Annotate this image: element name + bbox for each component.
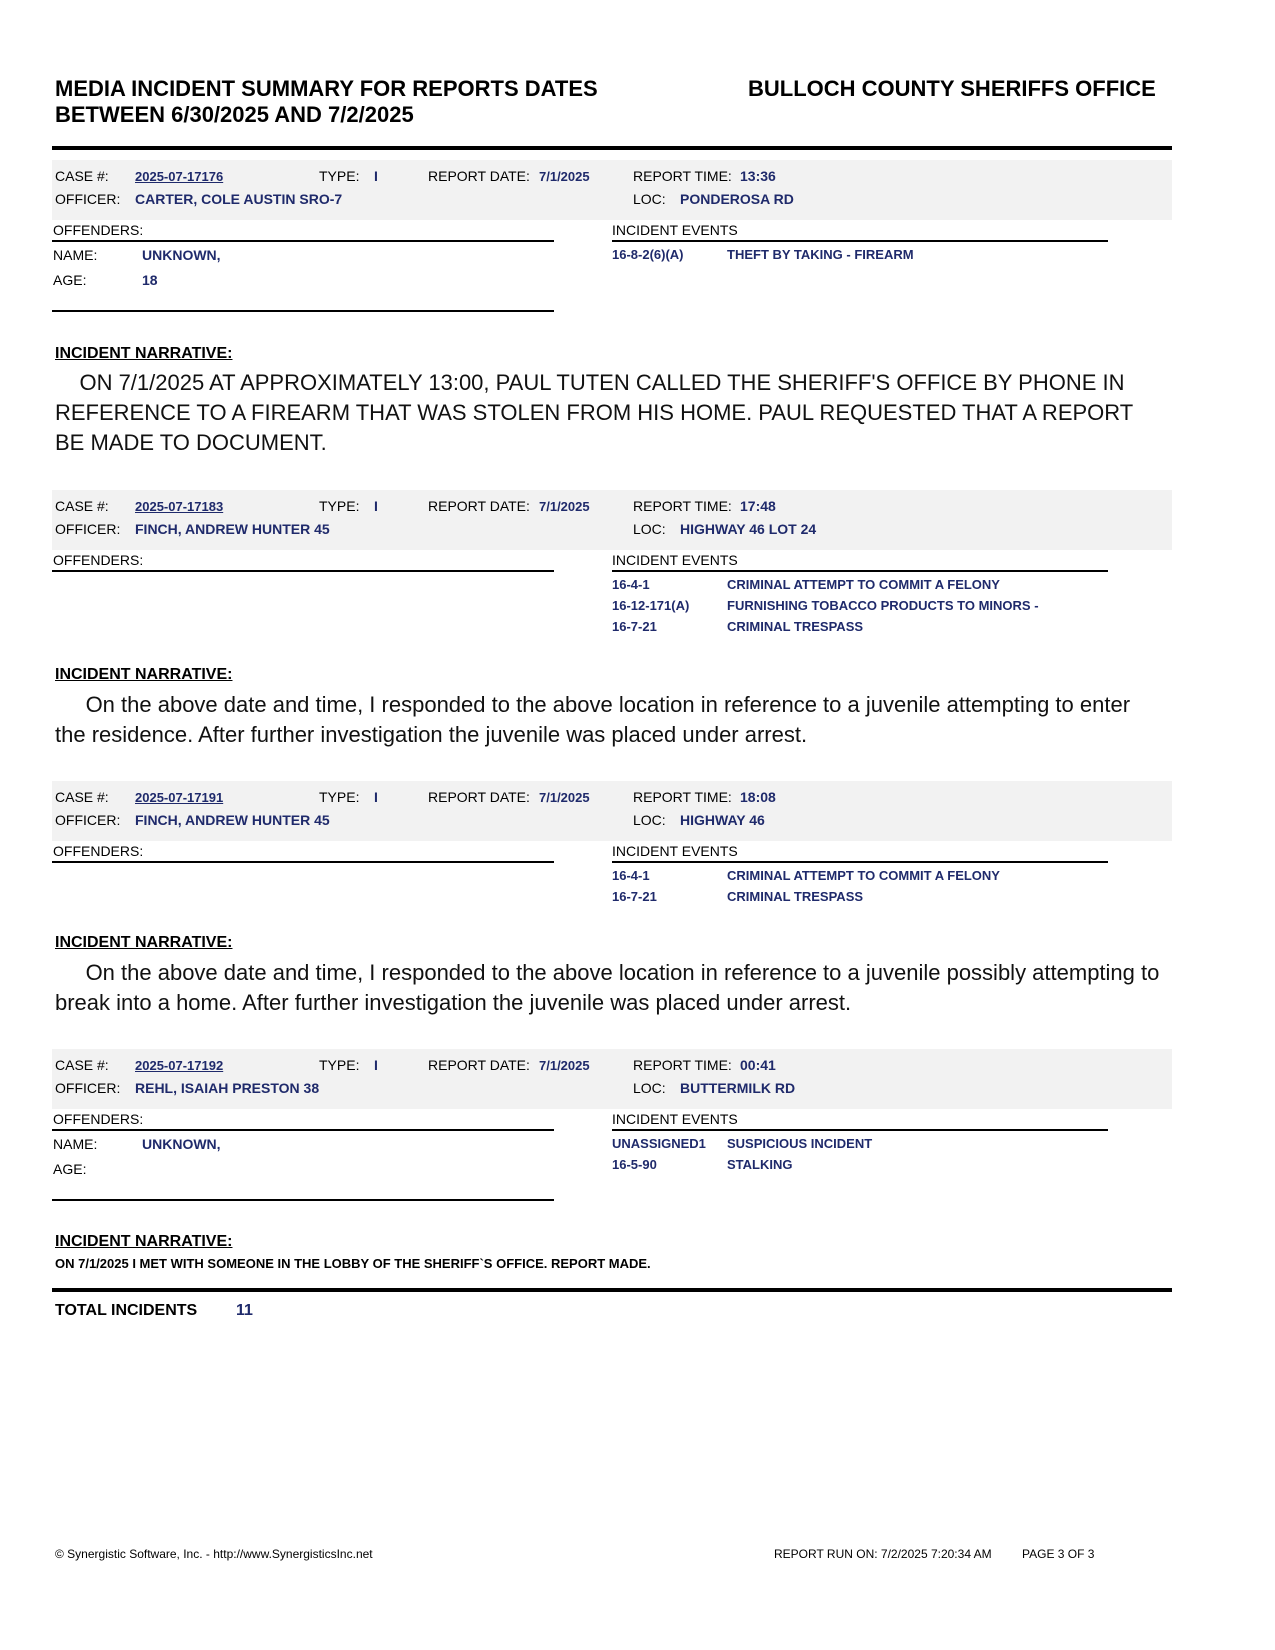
event-code: 16-4-1 bbox=[612, 577, 650, 592]
incident-events-label: INCIDENT EVENTS bbox=[612, 1111, 738, 1127]
case-label: CASE #: bbox=[55, 498, 109, 514]
offenders-underline bbox=[52, 240, 554, 242]
incident-meta bbox=[52, 781, 1172, 841]
type-value: I bbox=[374, 498, 378, 514]
officer-value: CARTER, COLE AUSTIN SRO-7 bbox=[135, 191, 343, 207]
narrative-text: On the above date and time, I responded to the above location in reference to a juvenile possibly attempting to break into a home. After further investigation the juvenile was placed under arrest. bbox=[55, 960, 1166, 1015]
incident-block bbox=[52, 160, 1172, 288]
event-code: 16-8-2(6)(A) bbox=[612, 247, 684, 262]
event-description: CRIMINAL TRESPASS bbox=[727, 619, 864, 634]
loc-label: LOC: bbox=[633, 521, 666, 537]
case-label: CASE #: bbox=[55, 1057, 109, 1073]
type-label: TYPE: bbox=[319, 1057, 360, 1073]
narrative-heading: INCIDENT NARRATIVE: bbox=[55, 345, 233, 362]
total-incidents-value: 11 bbox=[236, 1302, 253, 1319]
incident-meta bbox=[52, 490, 1172, 550]
narrative-text: On the above date and time, I responded to the above location in reference to a juvenile attempting to enter the residence. After further investigation the juvenile was placed under arrest. bbox=[55, 692, 1137, 747]
loc-value: PONDEROSA RD bbox=[680, 191, 794, 207]
report-time-label: REPORT TIME: bbox=[633, 498, 732, 514]
report-date-label: REPORT DATE: bbox=[428, 1057, 530, 1073]
totals-divider bbox=[52, 1288, 1172, 1292]
report-time-value: 13:36 bbox=[740, 168, 776, 184]
loc-label: LOC: bbox=[633, 1080, 666, 1096]
event-code: 16-7-21 bbox=[612, 619, 657, 634]
total-incidents-label: TOTAL INCIDENTS bbox=[55, 1302, 198, 1319]
report-date-label: REPORT DATE: bbox=[428, 498, 530, 514]
event-description: THEFT BY TAKING - FIREARM bbox=[727, 247, 914, 262]
events-underline bbox=[612, 1129, 1108, 1131]
type-value: I bbox=[374, 168, 378, 184]
report-time-label: REPORT TIME: bbox=[633, 1057, 732, 1073]
offenders-bottom-line bbox=[52, 1199, 554, 1201]
events-underline bbox=[612, 240, 1108, 242]
type-value: I bbox=[374, 1057, 378, 1073]
footer-copyright: © Synergistic Software, Inc. - http://www.SynergisticsInc.net bbox=[55, 1547, 373, 1561]
report-time-value: 00:41 bbox=[740, 1057, 776, 1073]
offenders-label: OFFENDERS: bbox=[53, 222, 144, 238]
offenders-bottom-line bbox=[52, 310, 554, 312]
header-divider bbox=[52, 146, 1172, 150]
incident-events-label: INCIDENT EVENTS bbox=[612, 222, 738, 238]
loc-value: BUTTERMILK RD bbox=[680, 1080, 796, 1096]
type-label: TYPE: bbox=[319, 789, 360, 805]
incident-meta bbox=[52, 160, 1172, 220]
incident-events-label: INCIDENT EVENTS bbox=[612, 552, 738, 568]
officer-value: FINCH, ANDREW HUNTER 45 bbox=[135, 812, 330, 828]
report-date-label: REPORT DATE: bbox=[428, 168, 530, 184]
case-label: CASE #: bbox=[55, 789, 109, 805]
event-description: CRIMINAL ATTEMPT TO COMMIT A FELONY bbox=[727, 577, 1000, 592]
report-date-label: REPORT DATE: bbox=[428, 789, 530, 805]
officer-label: OFFICER: bbox=[55, 191, 121, 207]
age-label: AGE: bbox=[53, 1161, 87, 1177]
agency-name: BULLOCH COUNTY SHERIFFS OFFICE bbox=[748, 76, 1156, 101]
offenders-label: OFFENDERS: bbox=[53, 552, 144, 568]
offenders-label: OFFENDERS: bbox=[53, 843, 144, 859]
case-number-link[interactable]: 2025-07-17176 bbox=[135, 169, 224, 184]
name-label: NAME: bbox=[53, 1136, 98, 1152]
narrative-text: ON 7/1/2025 AT APPROXIMATELY 13:00, PAUL TUTEN CALLED THE SHERIFF'S OFFICE BY PHONE IN REFERENCE TO A FIREARM THAT WAS STOLEN FROM HIS HOME. PAUL REQUESTED THAT A REPORT BE MADE TO DOCUMENT. bbox=[55, 370, 1139, 455]
footer-run-on: REPORT RUN ON: 7/2/2025 7:20:34 AM bbox=[774, 1547, 992, 1561]
event-code: 16-4-1 bbox=[612, 868, 650, 883]
type-label: TYPE: bbox=[319, 498, 360, 514]
event-description: SUSPICIOUS INCIDENT bbox=[727, 1136, 873, 1151]
report-time-value: 18:08 bbox=[740, 789, 776, 805]
report-date-value: 7/1/2025 bbox=[539, 169, 590, 184]
officer-label: OFFICER: bbox=[55, 812, 121, 828]
offenders-underline bbox=[52, 861, 554, 863]
narrative-heading: INCIDENT NARRATIVE: bbox=[55, 666, 233, 683]
incident-block bbox=[52, 1049, 1172, 1177]
officer-label: OFFICER: bbox=[55, 521, 121, 537]
event-description: CRIMINAL TRESPASS bbox=[727, 889, 864, 904]
incident-meta bbox=[52, 1049, 1172, 1109]
loc-label: LOC: bbox=[633, 812, 666, 828]
incident-block bbox=[52, 490, 1172, 634]
event-description: STALKING bbox=[727, 1157, 793, 1172]
report-date-value: 7/1/2025 bbox=[539, 790, 590, 805]
events-underline bbox=[612, 570, 1108, 572]
loc-value: HIGHWAY 46 bbox=[680, 812, 765, 828]
type-value: I bbox=[374, 789, 378, 805]
events-underline bbox=[612, 861, 1108, 863]
report-date-value: 7/1/2025 bbox=[539, 1058, 590, 1073]
officer-value: REHL, ISAIAH PRESTON 38 bbox=[135, 1080, 320, 1096]
event-description: CRIMINAL ATTEMPT TO COMMIT A FELONY bbox=[727, 868, 1000, 883]
event-description: FURNISHING TOBACCO PRODUCTS TO MINORS - bbox=[727, 598, 1039, 613]
event-code: 16-7-21 bbox=[612, 889, 657, 904]
narrative-heading: INCIDENT NARRATIVE: bbox=[55, 1233, 233, 1250]
offender-name: UNKNOWN, bbox=[142, 1136, 221, 1152]
offender-name: UNKNOWN, bbox=[142, 247, 221, 263]
type-label: TYPE: bbox=[319, 168, 360, 184]
officer-label: OFFICER: bbox=[55, 1080, 121, 1096]
narrative-heading: INCIDENT NARRATIVE: bbox=[55, 934, 233, 951]
event-code: UNASSIGNED1 bbox=[612, 1136, 706, 1151]
report-time-value: 17:48 bbox=[740, 498, 776, 514]
name-label: NAME: bbox=[53, 247, 98, 263]
offenders-underline bbox=[52, 1129, 554, 1131]
incident-block bbox=[52, 781, 1172, 904]
loc-value: HIGHWAY 46 LOT 24 bbox=[680, 521, 817, 537]
age-label: AGE: bbox=[53, 272, 87, 288]
loc-label: LOC: bbox=[633, 191, 666, 207]
incident-events-label: INCIDENT EVENTS bbox=[612, 843, 738, 859]
case-number-link[interactable]: 2025-07-17191 bbox=[135, 790, 224, 805]
report-title: MEDIA INCIDENT SUMMARY FOR REPORTS DATES BETWEEN 6/30/2025 AND 7/2/2025 bbox=[55, 76, 598, 127]
report-time-label: REPORT TIME: bbox=[633, 789, 732, 805]
footer-page-number: PAGE 3 OF 3 bbox=[1022, 1547, 1095, 1561]
case-number-link[interactable]: 2025-07-17192 bbox=[135, 1058, 224, 1073]
event-code: 16-5-90 bbox=[612, 1157, 657, 1172]
report-time-label: REPORT TIME: bbox=[633, 168, 732, 184]
case-label: CASE #: bbox=[55, 168, 109, 184]
event-code: 16-12-171(A) bbox=[612, 598, 690, 613]
report-date-value: 7/1/2025 bbox=[539, 499, 590, 514]
offender-age: 18 bbox=[142, 272, 158, 288]
case-number-link[interactable]: 2025-07-17183 bbox=[135, 499, 224, 514]
officer-value: FINCH, ANDREW HUNTER 45 bbox=[135, 521, 330, 537]
offenders-underline bbox=[52, 570, 554, 572]
offenders-label: OFFENDERS: bbox=[53, 1111, 144, 1127]
narrative-text: ON 7/1/2025 I MET WITH SOMEONE IN THE LOBBY OF THE SHERIFF`S OFFICE. REPORT MADE. bbox=[55, 1256, 651, 1271]
